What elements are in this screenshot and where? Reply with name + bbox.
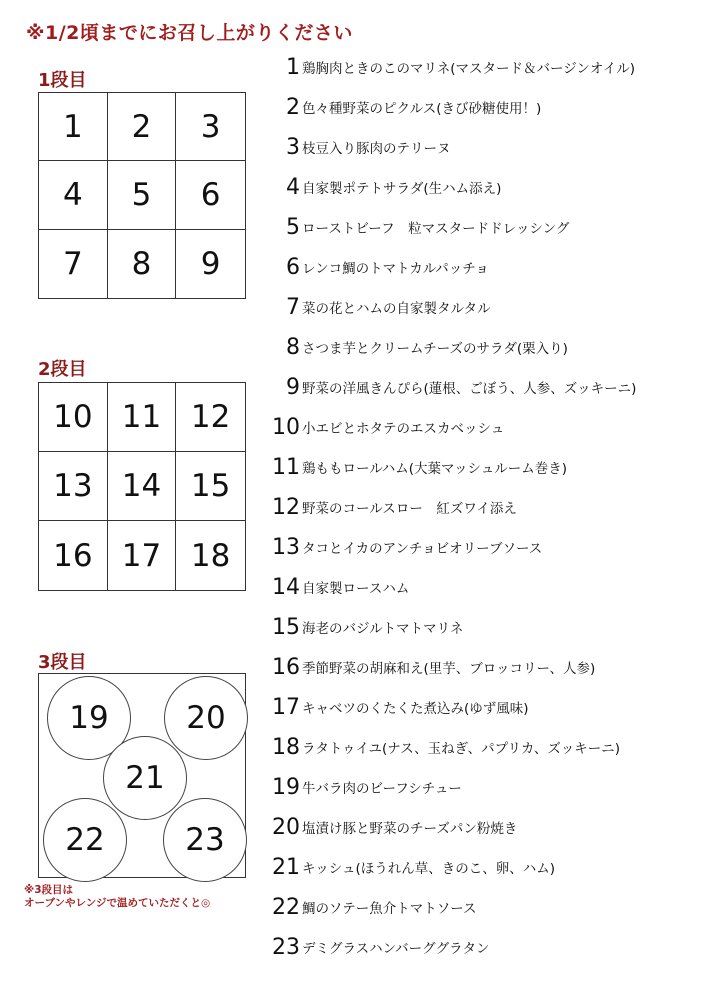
menu-item-number: 4 (286, 174, 300, 200)
menu-item-name: 塩漬け豚と野菜のチーズパン粉焼き (302, 821, 518, 837)
menu-item-number: 23 (272, 934, 300, 960)
tier-2-slot: 11 (108, 383, 177, 452)
menu-item-name: 枝豆入り豚肉のテリーヌ (302, 141, 451, 157)
menu-item-number: 2 (286, 94, 300, 120)
menu-item-number: 7 (286, 294, 300, 320)
menu-item-name: 小エビとホタテのエスカベッシュ (302, 421, 505, 437)
tier-3-heating-note (24, 884, 210, 910)
tier-2-slot: 16 (39, 521, 108, 590)
menu-item-name: 牛バラ肉のビーフシチュー (302, 781, 462, 797)
tier-2-slot: 18 (190, 537, 231, 574)
tier-1-slot: 9 (200, 245, 221, 282)
tier-2-slot: 17 (108, 521, 177, 590)
menu-item-number: 18 (272, 734, 300, 760)
menu-item (262, 328, 702, 366)
tier-2-slot: 10 (39, 383, 108, 452)
tier-1-slot: 7 (39, 230, 108, 298)
tier-2-slot: 13 (39, 452, 108, 521)
menu-item-name: 季節野菜の胡麻和え(里芋、ブロッコリー、人参) (302, 661, 596, 677)
tier-1-slot: 1 (39, 93, 108, 161)
menu-item-number: 15 (272, 614, 300, 640)
menu-item-name: キッシュ(ほうれん草、きのこ、卵、ハム) (302, 861, 555, 877)
tier-2-slot: 14 (108, 452, 177, 521)
menu-item-name: タコとイカのアンチョビオリーブソース (302, 541, 543, 557)
menu-item-number: 3 (286, 134, 300, 160)
menu-item (262, 128, 702, 166)
menu-item (262, 528, 702, 566)
expiry-note: ※1/2頃までにお召し上がりください (26, 22, 353, 44)
tier-1-slot: 5 (108, 161, 177, 229)
menu-item-name: 鶏ももロールハム(大葉マッシュルーム巻き) (302, 461, 568, 477)
menu-item (262, 728, 702, 766)
tier-1-slot: 4 (39, 161, 108, 229)
menu-item-number: 8 (286, 334, 300, 360)
tier-1-slot: 8 (108, 230, 177, 298)
menu-item-number: 14 (272, 574, 300, 600)
menu-item (262, 888, 702, 926)
menu-item-name: さつま芋とクリームチーズのサラダ(栗入り) (302, 341, 568, 357)
menu-item-number: 22 (272, 894, 300, 920)
tier-2-slot: 12 (176, 383, 245, 452)
menu-item-name: 野菜のコールスロー 紅ズワイ添え (302, 501, 517, 517)
menu-item-name: ラタトゥイユ(ナス、玉ねぎ、パプリカ、ズッキーニ) (302, 741, 620, 757)
menu-item-number: 19 (272, 774, 300, 800)
menu-item-name: 鶏胸肉ときのこのマリネ(マスタード＆バージンオイル) (302, 61, 635, 77)
menu-item-name: 鯛のソテー魚介トマトソース (302, 901, 477, 917)
menu-item (262, 568, 702, 606)
tier-3-slot: 20 (164, 676, 248, 760)
menu-item (262, 448, 702, 486)
menu-item-name: 菜の花とハムの自家製タルタル (302, 301, 491, 317)
tier-2-slot: 15 (176, 452, 245, 521)
menu-item-name: 海老のバジルトマトマリネ (302, 621, 464, 637)
tier-3-slot: 21 (103, 736, 187, 820)
menu-item-number: 20 (272, 814, 300, 840)
menu-item (262, 488, 702, 526)
menu-item-name: デミグラスハンバーググラタン (302, 941, 490, 957)
menu-item-name: レンコ鯛のトマトカルパッチョ (302, 261, 489, 277)
menu-item (262, 688, 702, 726)
menu-item-number: 17 (272, 694, 300, 720)
menu-item (262, 208, 702, 246)
menu-item-name: 自家製ロースハム (302, 581, 410, 597)
tier-3-label: 3段目 (38, 652, 87, 673)
tier-3-box (38, 673, 246, 878)
menu-item (262, 768, 702, 806)
tier-1-grid (38, 92, 246, 299)
tier-1-label: 1段目 (38, 70, 87, 91)
menu-item-name: キャベツのくたくた煮込み(ゆず風味) (302, 701, 529, 717)
menu-item-number: 6 (286, 254, 300, 280)
tier-1-slot: 3 (176, 93, 245, 161)
menu-item (262, 48, 702, 86)
menu-item-number: 5 (286, 214, 300, 240)
menu-item (262, 408, 702, 446)
menu-item-number: 13 (272, 534, 300, 560)
menu-item (262, 608, 702, 646)
tier-1-slot: 6 (176, 161, 245, 229)
menu-item-name: ローストビーフ 粒マスタードドレッシング (302, 221, 570, 237)
menu-item (262, 648, 702, 686)
tier-3-note-line: ※3段目は (24, 884, 74, 896)
menu-item-number: 11 (272, 454, 300, 480)
tier-3-slot: 22 (43, 798, 127, 882)
menu-item-name: 自家製ポテトサラダ(生ハム添え) (302, 181, 502, 197)
menu-item-number: 16 (272, 654, 300, 680)
tier-3-slot: 23 (163, 798, 247, 882)
menu-item (262, 88, 702, 126)
menu-item-name: 野菜の洋風きんぴら(蓮根、ごぼう、人参、ズッキーニ) (302, 381, 637, 397)
tier-1-slot: 2 (108, 93, 177, 161)
menu-item (262, 288, 702, 326)
menu-item (262, 368, 702, 406)
menu-item-number: 9 (286, 374, 300, 400)
menu-item-number: 10 (272, 414, 300, 440)
menu-item-number: 12 (272, 494, 300, 520)
tier-3-slot: 19 (47, 676, 131, 760)
menu-item (262, 848, 702, 886)
menu-item (262, 168, 702, 206)
menu-item (262, 928, 702, 966)
tier-3-note-line: オーブンやレンジで温めていただくと◎ (24, 897, 211, 909)
menu-item-number: 1 (286, 54, 300, 80)
menu-item (262, 808, 702, 846)
tier-2-label: 2段目 (38, 359, 87, 380)
menu-item-name: 色々種野菜のピクルス(きび砂糖使用！) (302, 101, 542, 117)
menu-item (262, 248, 702, 286)
tier-2-grid (38, 382, 246, 591)
menu-item-number: 21 (272, 854, 300, 880)
